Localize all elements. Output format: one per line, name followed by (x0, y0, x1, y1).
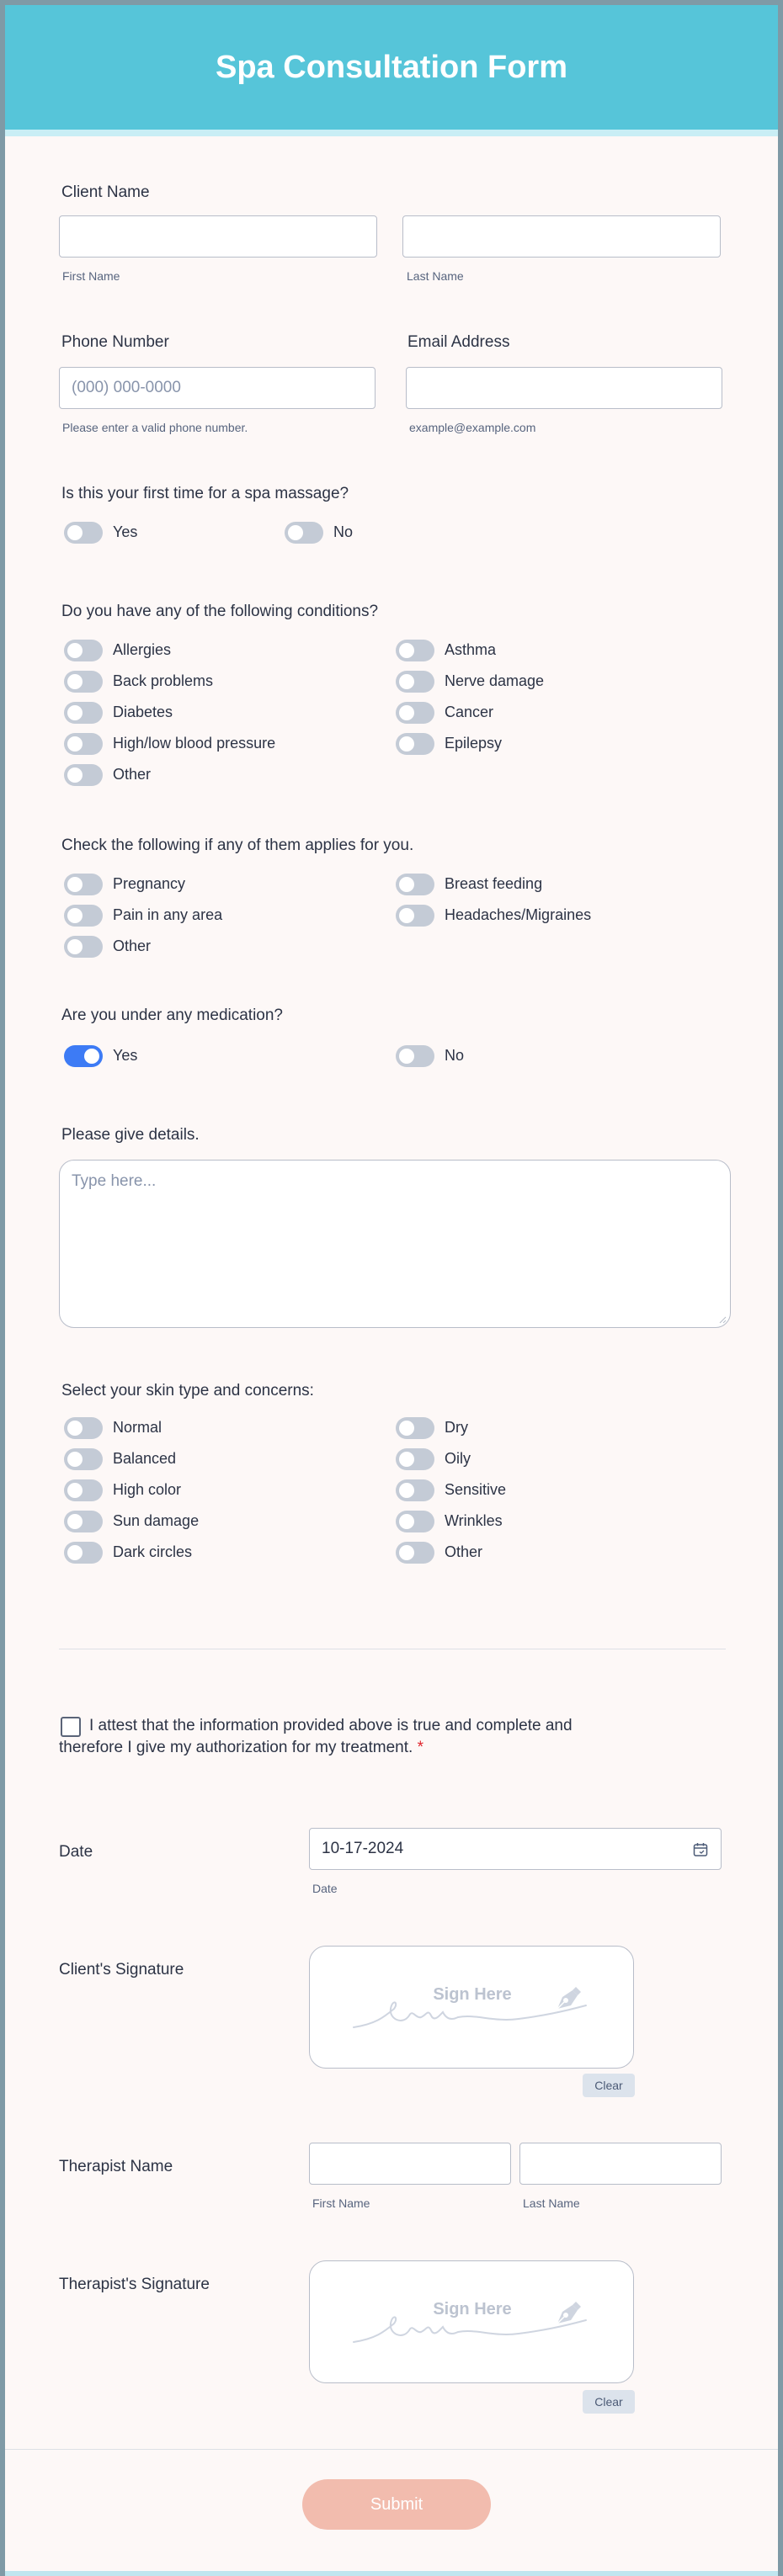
applies-toggle[interactable] (396, 874, 434, 895)
skin-option-label[interactable]: High color (113, 1481, 182, 1498)
pen-nib-icon (551, 2297, 584, 2330)
client-signature-label: Client's Signature (59, 1961, 184, 1978)
medication-toggle[interactable] (396, 1045, 434, 1067)
attest-label: I attest that the information provided above is true and complete and therefore I give my authorization for my treatment. (59, 1717, 573, 1756)
toggle-knob (399, 908, 414, 923)
first-time-toggle[interactable] (64, 522, 103, 544)
client-signature-clear-button[interactable]: Clear (583, 2074, 635, 2097)
skin-toggle[interactable] (64, 1479, 103, 1501)
toggle-knob (399, 1421, 414, 1436)
toggle-knob (399, 1514, 414, 1529)
skin-toggle[interactable] (396, 1479, 434, 1501)
toggle-knob (67, 705, 83, 720)
applies-toggle[interactable] (64, 905, 103, 927)
resize-grip-icon[interactable] (718, 1315, 727, 1324)
medication-question: Are you under any medication? (61, 1006, 283, 1024)
skin-option-label[interactable]: Dark circles (113, 1543, 193, 1560)
conditions-toggle[interactable] (64, 733, 103, 755)
footer-divider (5, 2449, 778, 2450)
skin-option-label[interactable]: Wrinkles (445, 1512, 503, 1529)
pen-nib-icon (551, 1982, 584, 2016)
medication-option-label[interactable]: Yes (113, 1047, 138, 1064)
conditions-toggle[interactable] (64, 702, 103, 724)
therapist-first-name-sublabel: First Name (312, 2196, 370, 2210)
applies-toggle[interactable] (64, 874, 103, 895)
applies-toggle[interactable] (396, 905, 434, 927)
conditions-toggle[interactable] (396, 733, 434, 755)
toggle-knob (399, 643, 414, 658)
toggle-knob (67, 1483, 83, 1498)
applies-option-label[interactable]: Breast feeding (445, 875, 543, 892)
email-label: Email Address (407, 333, 510, 351)
skin-option-label[interactable]: Sensitive (445, 1481, 507, 1498)
therapist-signature-clear-button[interactable]: Clear (583, 2390, 635, 2414)
client-last-name-input[interactable] (402, 215, 721, 258)
toggle-knob (67, 1421, 83, 1436)
therapist-name-label: Therapist Name (59, 2158, 173, 2175)
therapist-last-name-sublabel: Last Name (523, 2196, 580, 2210)
first-time-question: Is this your first time for a spa massage? (61, 485, 349, 502)
applies-question: Check the following if any of them applies for you. (61, 837, 414, 854)
skin-toggle[interactable] (396, 1542, 434, 1564)
toggle-knob (67, 1545, 83, 1560)
conditions-option-label[interactable]: Nerve damage (445, 672, 545, 689)
details-label: Please give details. (61, 1126, 200, 1144)
therapist-first-name-input[interactable] (309, 2143, 511, 2185)
skin-toggle[interactable] (64, 1511, 103, 1532)
medication-option-label[interactable]: No (445, 1047, 465, 1064)
details-textarea[interactable] (59, 1160, 731, 1328)
skin-toggle[interactable] (64, 1417, 103, 1439)
skin-option-label[interactable]: Normal (113, 1419, 162, 1436)
toggle-knob (67, 1452, 83, 1467)
toggle-knob (67, 939, 83, 954)
date-input[interactable] (309, 1828, 722, 1870)
skin-toggle[interactable] (396, 1511, 434, 1532)
first-time-toggle[interactable] (285, 522, 323, 544)
applies-option-label[interactable]: Other (113, 937, 152, 954)
phone-label: Phone Number (61, 333, 169, 351)
skin-toggle[interactable] (64, 1448, 103, 1470)
phone-hint: Please enter a valid phone number. (62, 421, 248, 434)
therapist-last-name-input[interactable] (519, 2143, 722, 2185)
applies-option-label[interactable]: Pregnancy (113, 875, 186, 892)
details-placeholder: Type here... (72, 1172, 157, 1190)
applies-option-label[interactable]: Headaches/Migraines (445, 906, 592, 923)
form-title: Spa Consultation Form (216, 49, 567, 85)
conditions-option-label[interactable]: Allergies (113, 641, 172, 658)
date-value: 10-17-2024 (322, 1840, 404, 1857)
skin-toggle[interactable] (64, 1542, 103, 1564)
phone-input[interactable]: (000) 000-0000 (59, 367, 376, 409)
conditions-question: Do you have any of the following conditions? (61, 603, 379, 620)
toggle-knob (67, 674, 83, 689)
attest-text (59, 1715, 640, 1759)
skin-option-label[interactable]: Balanced (113, 1450, 177, 1467)
email-input[interactable] (406, 367, 722, 409)
client-name-label: Client Name (61, 183, 150, 201)
therapist-signature-pad[interactable] (309, 2260, 634, 2383)
conditions-option-label[interactable]: Epilepsy (445, 735, 503, 752)
required-mark: * (417, 1739, 423, 1756)
client-first-name-input[interactable] (59, 215, 377, 258)
skin-toggle[interactable] (396, 1417, 434, 1439)
toggle-knob (67, 643, 83, 658)
form-header (5, 5, 778, 136)
skin-toggle[interactable] (396, 1448, 434, 1470)
toggle-knob (67, 1514, 83, 1529)
skin-option-label[interactable]: Dry (445, 1419, 468, 1436)
conditions-option-label[interactable]: Cancer (445, 704, 494, 720)
date-sublabel: Date (312, 1882, 338, 1895)
toggle-knob (399, 1452, 414, 1467)
email-hint: example@example.com (409, 421, 536, 434)
toggle-knob (288, 525, 303, 540)
conditions-toggle[interactable] (64, 640, 103, 661)
therapist-signature-label: Therapist's Signature (59, 2276, 210, 2293)
conditions-option-label[interactable]: Back problems (113, 672, 214, 689)
toggle-knob (399, 877, 414, 892)
toggle-knob (67, 908, 83, 923)
toggle-knob (399, 674, 414, 689)
client-sign-here: Sign Here (433, 1985, 512, 2004)
first-time-option-label[interactable]: Yes (113, 523, 138, 540)
calendar-icon[interactable] (692, 1841, 709, 1858)
applies-toggle[interactable] (64, 936, 103, 958)
skin-question: Select your skin type and concerns: (61, 1382, 314, 1400)
toggle-knob (84, 1049, 99, 1064)
applies-option-label[interactable]: Pain in any area (113, 906, 223, 923)
conditions-option-label[interactable]: Other (113, 766, 152, 783)
toggle-knob (399, 1049, 414, 1064)
toggle-knob (399, 1545, 414, 1560)
toggle-knob (67, 525, 83, 540)
date-label: Date (59, 1843, 93, 1861)
toggle-knob (399, 1483, 414, 1498)
submit-button[interactable]: Submit (302, 2479, 491, 2530)
conditions-option-label[interactable]: High/low blood pressure (113, 735, 276, 752)
skin-option-label[interactable]: Oily (445, 1450, 471, 1467)
first-time-option-label[interactable]: No (333, 523, 354, 540)
conditions-option-label[interactable]: Asthma (445, 641, 497, 658)
conditions-toggle[interactable] (396, 671, 434, 693)
client-signature-pad[interactable] (309, 1946, 634, 2069)
toggle-knob (67, 767, 83, 783)
toggle-knob (67, 736, 83, 752)
skin-option-label[interactable]: Other (445, 1543, 483, 1560)
toggle-knob (67, 877, 83, 892)
toggle-knob (399, 705, 414, 720)
medication-toggle[interactable] (64, 1045, 103, 1067)
conditions-toggle[interactable] (64, 671, 103, 693)
form-page (5, 5, 778, 2576)
conditions-toggle[interactable] (396, 640, 434, 661)
skin-option-label[interactable]: Sun damage (113, 1512, 200, 1529)
client-last-name-sublabel: Last Name (407, 269, 464, 283)
toggle-knob (399, 736, 414, 752)
conditions-toggle[interactable] (396, 702, 434, 724)
therapist-sign-here: Sign Here (433, 2300, 512, 2318)
conditions-toggle[interactable] (64, 764, 103, 786)
conditions-option-label[interactable]: Diabetes (113, 704, 173, 720)
client-first-name-sublabel: First Name (62, 269, 120, 283)
